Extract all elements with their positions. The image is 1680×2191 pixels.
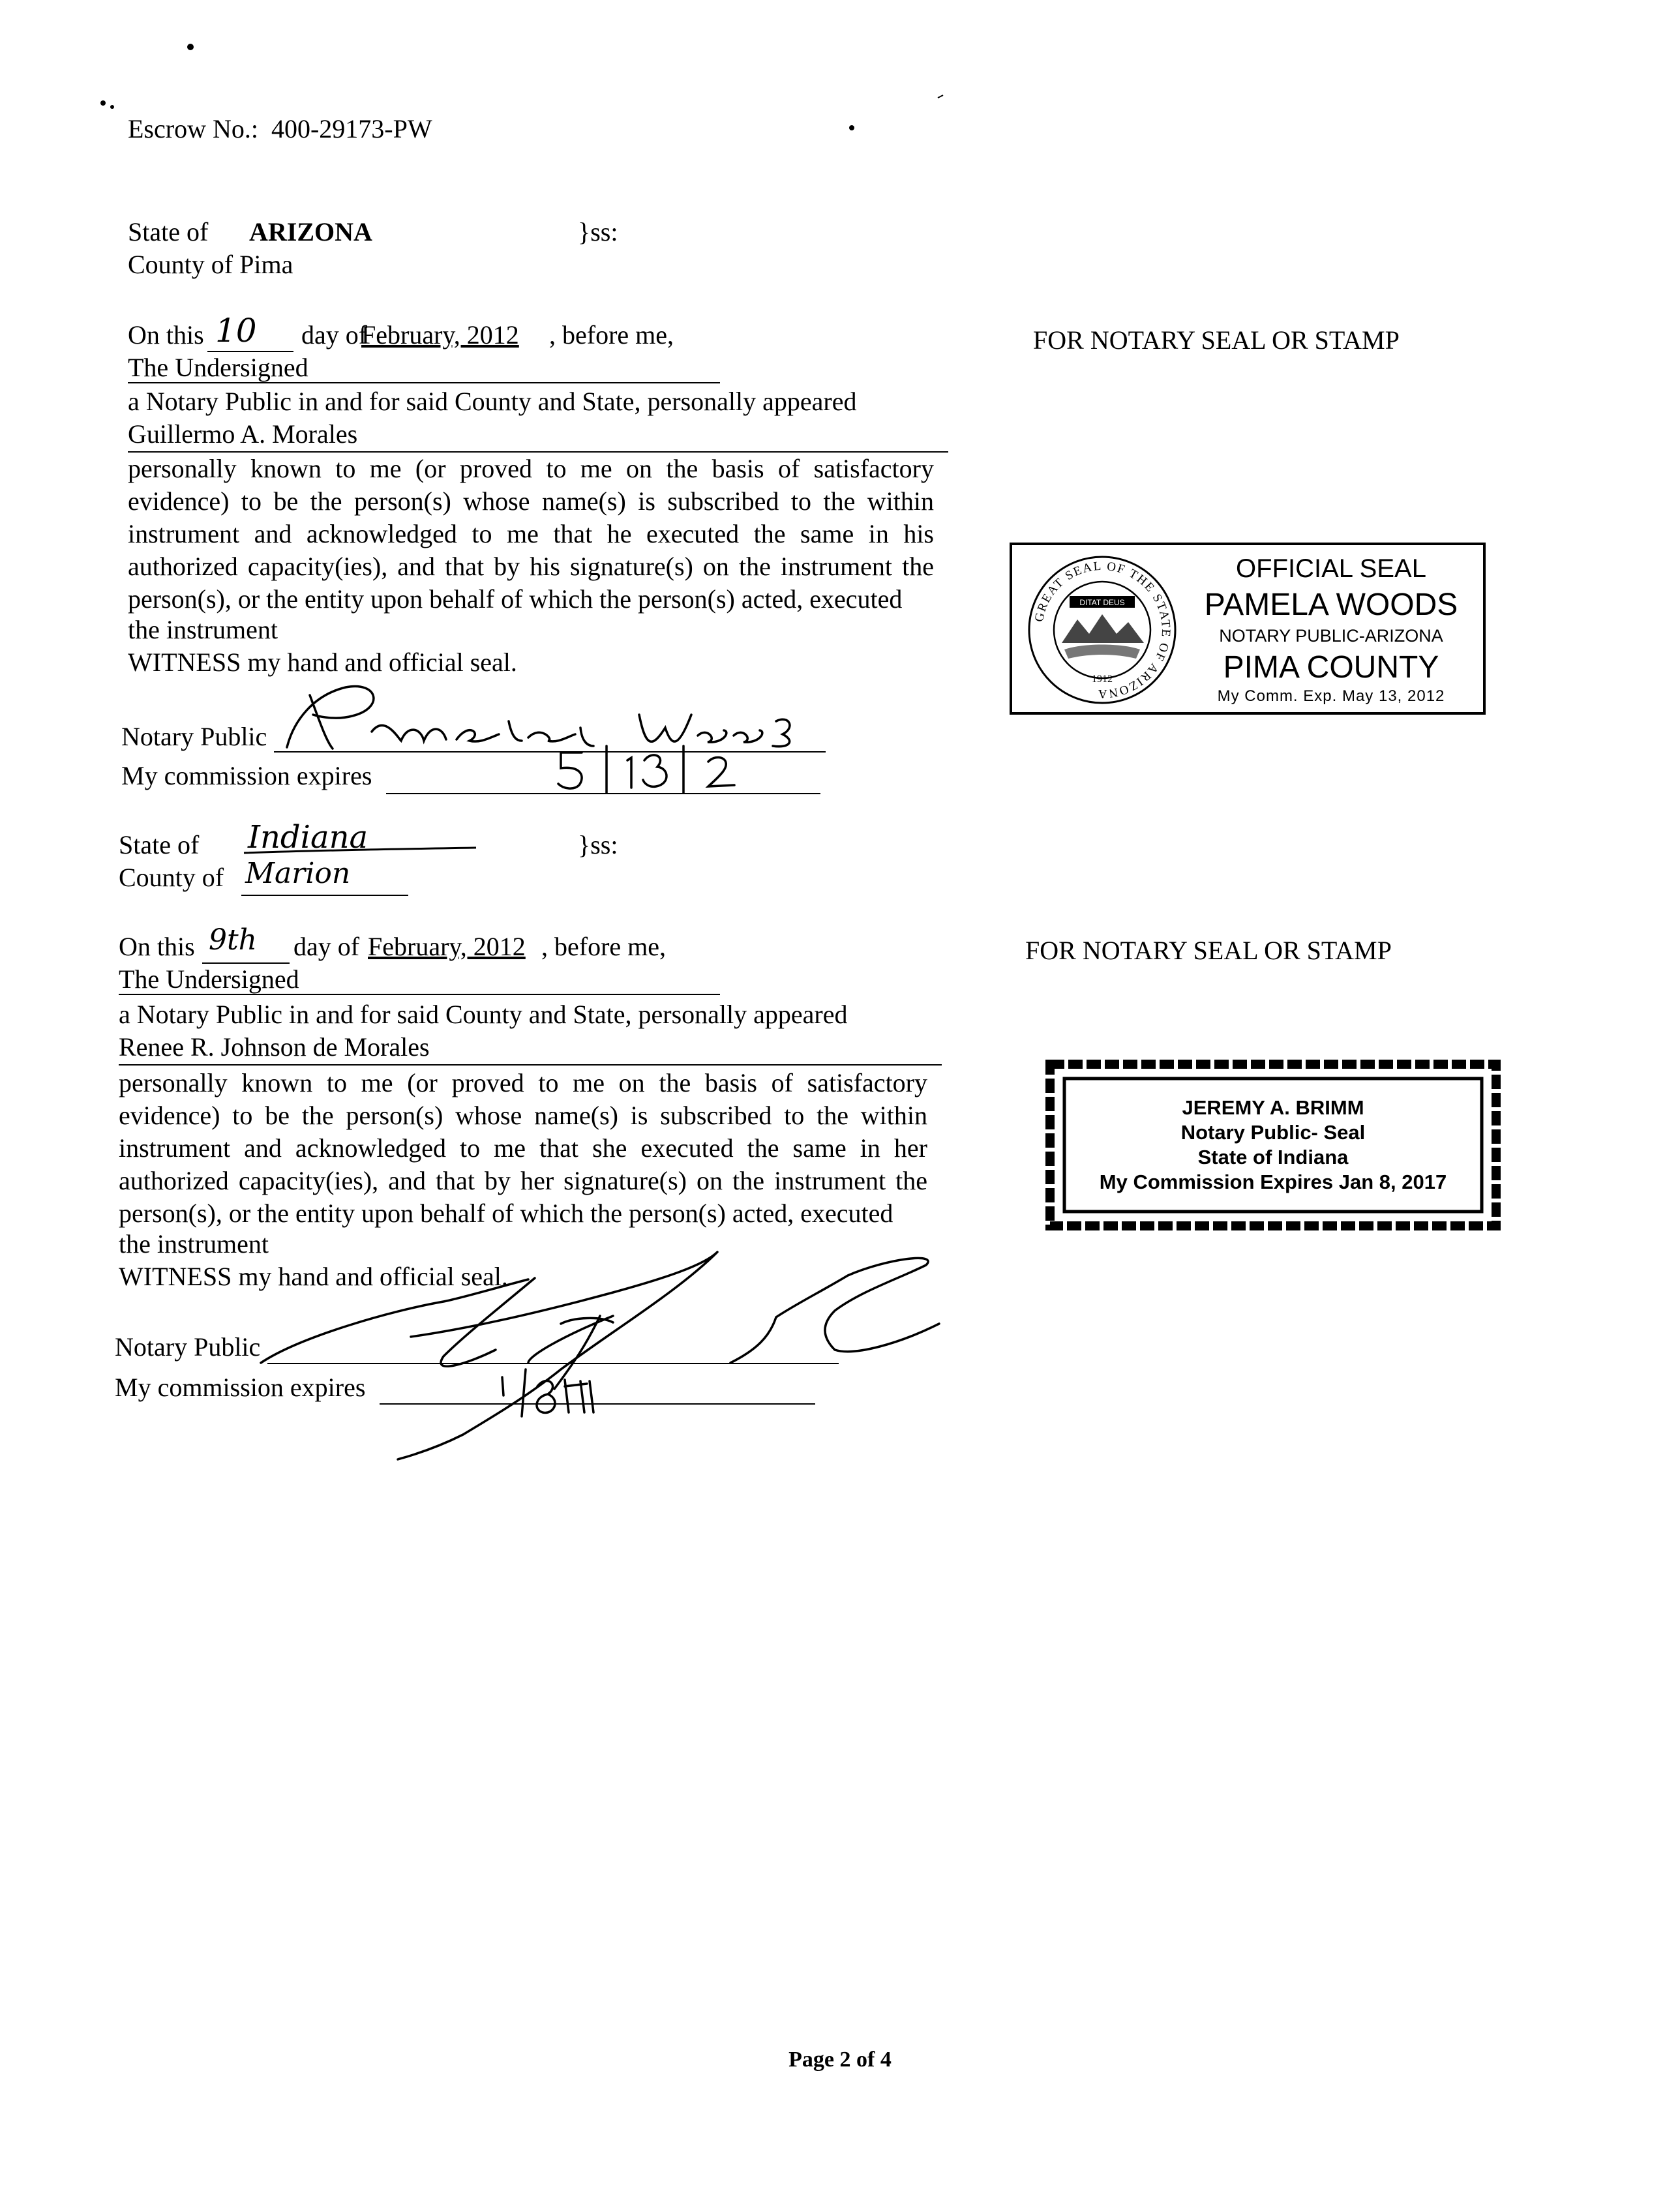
ack1-ss: }ss: <box>578 217 618 246</box>
ack2-state-underline <box>241 845 483 858</box>
ack2-notary-seal-stamp <box>1041 1055 1505 1235</box>
ack2-commission-label: My commission expires <box>115 1373 366 1402</box>
ack1-state-label: State of <box>128 217 209 246</box>
ack1-on-this: On this <box>128 320 204 350</box>
ack1-body: personally known to me (or proved to me on the basis of satisfactory evidence) to be the person(s) whose name(s) is subscribed to the within instrument and acknowledged to me that he executed the same in his authorized capacity(ies), and that by his signature(s) on the instrument the person(s), or the entity upon behalf of which the person(s) acted, executed <box>128 454 934 614</box>
ack2-person-line <box>119 1064 942 1066</box>
ack2-seal-heading: FOR NOTARY SEAL OR STAMP <box>1025 936 1392 965</box>
ack2-before-me: , before me, <box>541 932 667 961</box>
ack1-date: February, 2012 <box>361 320 519 350</box>
ack2-county-line <box>241 895 408 896</box>
ack2-day: 9th <box>209 923 258 957</box>
seal-county: PIMA COUNTY <box>1223 650 1439 685</box>
ack1-state: ARIZONA <box>249 217 372 246</box>
ack1-official-seal-stamp <box>1010 543 1486 715</box>
seal-title: OFFICIAL SEAL <box>1236 554 1426 583</box>
seal-role: NOTARY PUBLIC-ARIZONA <box>1219 626 1443 646</box>
ack2-notary-signature <box>248 1239 952 1461</box>
ack2-day-of: day of <box>293 932 360 961</box>
ack2-county: Marion <box>245 857 351 890</box>
escrow-line <box>128 112 432 146</box>
seal-motto: DITAT DEUS <box>1079 598 1125 607</box>
ack2-date: February, 2012 <box>368 932 526 961</box>
stamp-line-4: My Commission Expires Jan 8, 2017 <box>1099 1170 1447 1193</box>
ack2-ss: }ss: <box>578 830 618 859</box>
ack1-officer: The Undersigned <box>128 353 308 382</box>
ack2-body-end: the instrument <box>119 1229 269 1259</box>
ack1-before-me: , before me, <box>549 320 674 350</box>
ack2-officer-line <box>119 994 720 995</box>
ack1-person: Guillermo A. Morales <box>128 419 358 449</box>
seal-expires: My Comm. Exp. May 13, 2012 <box>1217 687 1445 705</box>
ack2-person: Renee R. Johnson de Morales <box>119 1032 430 1062</box>
page-number: Page 2 of 4 <box>788 2048 892 2072</box>
ack1-notary-public-label: Notary Public <box>121 722 267 751</box>
seal-name: PAMELA WOODS <box>1204 588 1458 622</box>
ack2-state-label: State of <box>119 830 200 859</box>
ack2-body: personally known to me (or proved to me on the basis of satisfactory evidence) to be the person(s) whose name(s) is subscribed to the within instrument and acknowledged to me that she executed the same in her authorized capacity(ies), and that by her signature(s) on the instrument the person(s), or the entity upon behalf of which the person(s) acted, executed <box>119 1068 927 1228</box>
ack1-notary-line: a Notary Public in and for said County and State, personally appeared <box>128 387 857 416</box>
stamp-line-1: JEREMY A. BRIMM <box>1182 1096 1364 1119</box>
ack2-notary-public-label: Notary Public <box>115 1332 261 1362</box>
seal-ring-text: GREAT SEAL OF THE STATE OF ARIZONA <box>1032 559 1173 701</box>
ack2-officer: The Undersigned <box>119 964 299 994</box>
ack2-on-this: On this <box>119 932 195 961</box>
ack1-county-line <box>128 248 293 282</box>
ack2-commission-date <box>483 1367 626 1419</box>
ack1-officer-line <box>128 382 720 383</box>
ack1-county-label: County of <box>128 250 233 279</box>
ack1-commission-label: My commission expires <box>121 761 372 790</box>
stamp-line-2: Notary Public- Seal <box>1180 1121 1366 1144</box>
ack1-body-end: the instrument <box>128 615 278 644</box>
escrow-label: Escrow No.: <box>128 114 258 143</box>
ack1-commission-date <box>554 743 815 796</box>
ack1-seal-heading: FOR NOTARY SEAL OR STAMP <box>1033 325 1400 355</box>
stamp-line-3: State of Indiana <box>1197 1146 1349 1169</box>
ack2-state: Indiana <box>248 819 368 856</box>
ack1-day: 10 <box>215 312 257 350</box>
ack2-notary-line: a Notary Public in and for said County and State, personally appeared <box>119 1000 848 1029</box>
seal-year: 1912 <box>1092 674 1113 685</box>
ack2-witness: WITNESS my hand and official seal. <box>119 1262 508 1291</box>
ack1-day-of: day of <box>301 320 368 350</box>
ack1-county: Pima <box>239 250 293 279</box>
ack1-witness: WITNESS my hand and official seal. <box>128 648 517 677</box>
ack2-county-label: County of <box>119 863 224 892</box>
escrow-number: 400-29173-PW <box>271 114 432 143</box>
arizona-state-seal-icon <box>1024 552 1180 708</box>
